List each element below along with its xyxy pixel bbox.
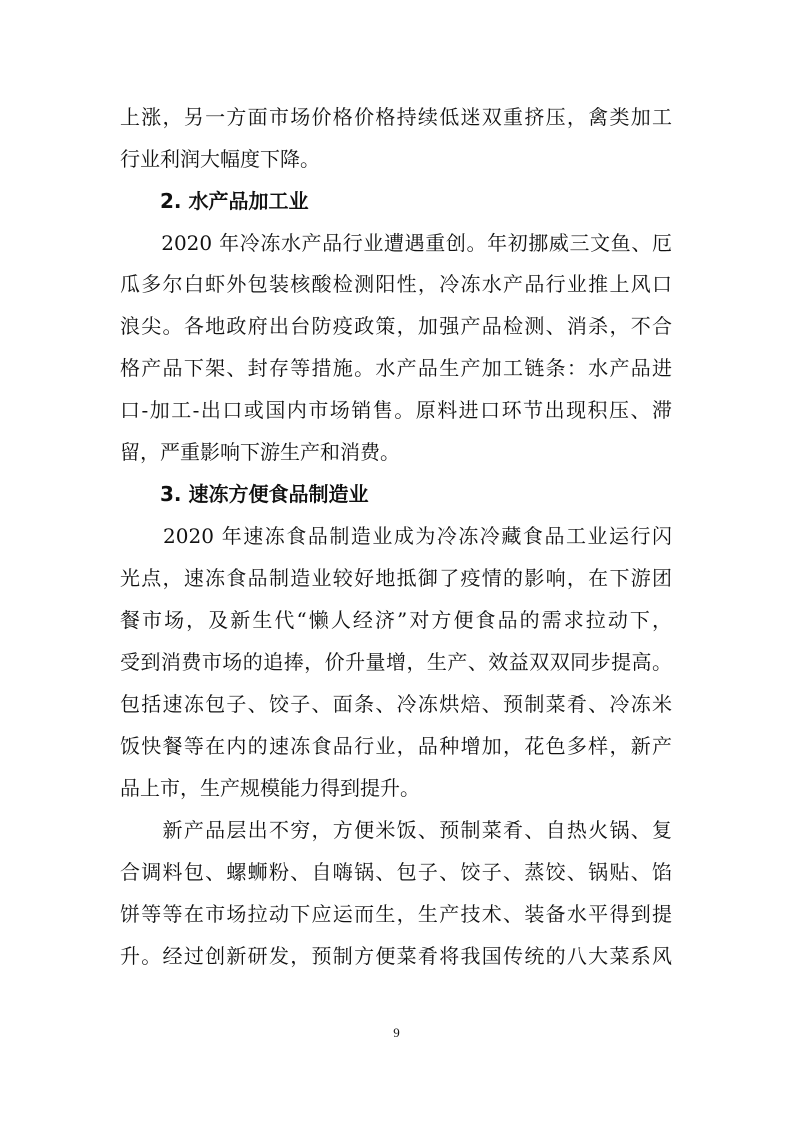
- paragraph-new-products-line: 饼等等在市场拉动下应运而生，生产技术、装备水平得到提: [120, 902, 672, 926]
- paragraph-frozen-line: 2020 年速冻食品制造业成为冷冻冷藏食品工业运行闪: [120, 524, 672, 548]
- paragraph-frozen-line: 受到消费市场的追捧，价升量增，生产、效益双双同步提高。: [120, 650, 672, 674]
- paragraph-frozen-line: 包括速冻包子、饺子、面条、冷冻烘焙、预制菜肴、冷冻米: [120, 692, 672, 716]
- paragraph-intro-line: 行业利润大幅度下降。: [120, 147, 320, 171]
- paragraph-new-products-line: 升。经过创新研发，预制方便菜肴将我国传统的八大菜系风: [120, 944, 672, 968]
- paragraph-seafood-line: 格产品下架、封存等措施。水产品生产加工链条：水产品进: [120, 356, 672, 380]
- paragraph-seafood-line: 2020 年冷冻水产品行业遭遇重创。年初挪威三文鱼、厄: [120, 231, 672, 255]
- paragraph-new-products-line: 新产品层出不穷，方便米饭、预制菜肴、自热火锅、复: [120, 818, 672, 842]
- paragraph-frozen-line: 餐市场，及新生代“懒人经济”对方便食品的需求拉动下，: [120, 608, 672, 632]
- paragraph-seafood-line: 浪尖。各地政府出台防疫政策，加强产品检测、消杀，不合: [120, 314, 672, 338]
- section-heading-seafood: 2. 水产品加工业: [160, 189, 309, 213]
- paragraph-new-products-line: 合调料包、螺蛳粉、自嗨锅、包子、饺子、蒸饺、锅贴、馅: [120, 860, 672, 884]
- paragraph-seafood-line: 留，严重影响下游生产和消费。: [120, 440, 400, 464]
- paragraph-frozen-line: 光点，速冻食品制造业较好地抵御了疫情的影响，在下游团: [120, 566, 672, 590]
- paragraph-seafood-line: 瓜多尔白虾外包装核酸检测阳性，冷冻水产品行业推上风口: [120, 272, 672, 296]
- paragraph-seafood-line: 口-加工-出口或国内市场销售。原料进口环节出现积压、滞: [120, 398, 672, 422]
- paragraph-frozen-line: 品上市，生产规模能力得到提升。: [120, 776, 420, 800]
- paragraph-intro-line: 上涨，另一方面市场价格价格持续低迷双重挤压，禽类加工: [120, 105, 672, 129]
- section-heading-frozen-food: 3. 速冻方便食品制造业: [160, 482, 369, 506]
- paragraph-frozen-line: 饭快餐等在内的速冻食品行业，品种增加，花色多样，新产: [120, 734, 672, 758]
- page-number: 9: [393, 1025, 400, 1040]
